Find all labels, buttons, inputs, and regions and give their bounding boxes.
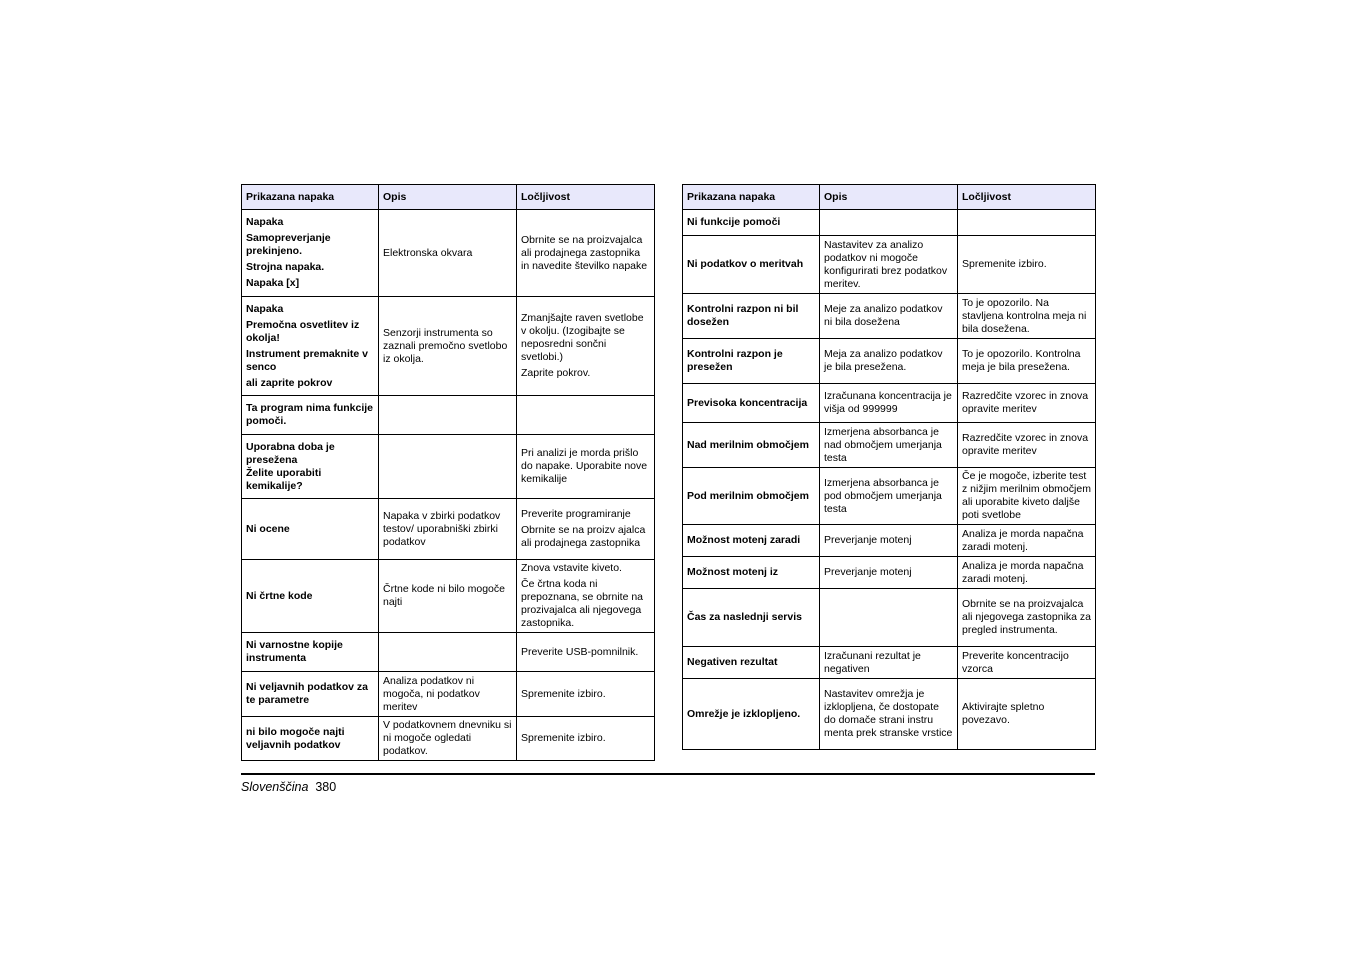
cell-description xyxy=(820,525,958,557)
cell-paragraph: Možnost motenj iz xyxy=(687,566,778,578)
cell-paragraph: Razredčite vzorec in znova opravite meritev xyxy=(962,390,1089,415)
cell-description xyxy=(820,339,958,384)
cell-resolution xyxy=(517,672,655,717)
cell-paragraph: Črtne kode ni bilo mogoče najti xyxy=(383,583,505,608)
cell-resolution xyxy=(958,384,1096,423)
table-row xyxy=(683,468,1096,525)
cell-description xyxy=(820,647,958,679)
cell-displayed-error xyxy=(242,210,379,297)
cell-resolution xyxy=(517,396,655,435)
cell-displayed-error xyxy=(683,679,820,750)
cell-paragraph: Ni varnostne kopije instrumenta xyxy=(246,639,343,664)
table-row xyxy=(683,679,1096,750)
cell-displayed-error xyxy=(242,672,379,717)
error-table-left xyxy=(241,184,655,761)
cell-paragraph: Meje za analizo podatkov ni bila dosežena xyxy=(824,303,943,328)
cell-resolution xyxy=(958,647,1096,679)
cell-description xyxy=(379,435,517,499)
table-row xyxy=(242,435,655,499)
cell-displayed-error xyxy=(242,396,379,435)
cell-displayed-error xyxy=(683,423,820,468)
cell-paragraph: Preverite programiranje xyxy=(521,508,631,520)
cell-displayed-error xyxy=(683,294,820,339)
cell-resolution xyxy=(517,435,655,499)
cell-paragraph: Preverjanje motenj xyxy=(824,534,912,546)
table-row xyxy=(683,525,1096,557)
cell-description xyxy=(820,679,958,750)
cell-displayed-error xyxy=(242,717,379,761)
cell-paragraph: ali zaprite pokrov xyxy=(246,376,333,389)
header-resolution: Ločljivost xyxy=(958,185,1096,210)
footer-divider xyxy=(241,773,1095,775)
cell-paragraph: Čas za naslednji servis xyxy=(687,611,802,623)
cell-description xyxy=(820,294,958,339)
cell-displayed-error xyxy=(683,589,820,647)
table-header-row xyxy=(242,185,655,210)
cell-displayed-error xyxy=(683,384,820,423)
cell-resolution xyxy=(958,468,1096,525)
cell-description xyxy=(820,423,958,468)
cell-paragraph: Spremenite izbiro. xyxy=(962,258,1047,270)
cell-paragraph: Napaka xyxy=(246,216,284,228)
cell-resolution xyxy=(517,499,655,560)
cell-paragraph: Izmerjena absorbanca je nad območjem umerjanja testa xyxy=(824,425,942,464)
cell-displayed-error xyxy=(242,633,379,672)
table-row xyxy=(242,499,655,560)
cell-paragraph: Previsoka koncentracija xyxy=(687,396,808,409)
cell-paragraph: Izračunana koncentracija je višja od 999999 xyxy=(824,390,952,415)
cell-description xyxy=(820,210,958,236)
cell-paragraph: Ni črtne kode xyxy=(246,589,313,602)
table-row xyxy=(242,396,655,435)
cell-resolution xyxy=(958,339,1096,384)
cell-paragraph: Nastavitev omrežja je izklopljena, če dostopate do domače strani instru menta prek stranske vrstice xyxy=(824,688,953,739)
cell-displayed-error xyxy=(683,468,820,525)
cell-paragraph: Če je mogoče, izberite test z nižjim merilnim območjem ali uporabite kiveto daljše poti svetlobe xyxy=(962,470,1091,521)
cell-description xyxy=(820,468,958,525)
cell-resolution xyxy=(958,557,1096,589)
cell-resolution xyxy=(958,423,1096,468)
cell-description xyxy=(820,557,958,589)
header-description: Opis xyxy=(379,185,517,210)
cell-paragraph: To je opozorilo. Kontrolna meja je bila presežena. xyxy=(962,348,1081,373)
table-row xyxy=(683,589,1096,647)
cell-paragraph: Obrnite se na proizvajalca ali njegovega zastopnika za pregled instrumenta. xyxy=(962,598,1092,636)
header-displayed-error: Prikazana napaka xyxy=(683,185,820,210)
cell-displayed-error xyxy=(683,236,820,294)
header-displayed-error: Prikazana napaka xyxy=(242,185,379,210)
cell-paragraph: Samopreverjanje prekinjeno. xyxy=(246,232,331,257)
cell-paragraph: Napaka [x] xyxy=(246,277,300,289)
cell-description xyxy=(379,560,517,633)
table-row xyxy=(683,647,1096,679)
cell-description xyxy=(379,672,517,717)
cell-paragraph: Ni veljavnih podatkov za te parametre xyxy=(246,681,368,706)
cell-paragraph: Napaka xyxy=(246,302,284,315)
cell-resolution xyxy=(517,633,655,672)
cell-paragraph: Kontrolni razpon ni bil dosežen xyxy=(687,303,799,328)
cell-resolution xyxy=(958,589,1096,647)
cell-paragraph: Analiza je morda napačna zaradi motenj. xyxy=(962,559,1084,585)
cell-paragraph: Instrument premaknite v senco xyxy=(246,347,368,373)
table-row xyxy=(683,339,1096,384)
table-row xyxy=(242,210,655,297)
table-row xyxy=(242,633,655,672)
table-row xyxy=(242,560,655,633)
cell-displayed-error xyxy=(683,210,820,236)
cell-paragraph: Pod merilnim območjem xyxy=(687,489,809,502)
cell-description xyxy=(379,297,517,396)
cell-displayed-error xyxy=(683,339,820,384)
cell-paragraph: Preverite USB-pomnilnik. xyxy=(521,645,639,658)
cell-resolution xyxy=(958,525,1096,557)
cell-resolution xyxy=(958,210,1096,236)
cell-paragraph: Možnost motenj zaradi xyxy=(687,534,801,546)
cell-displayed-error xyxy=(683,525,820,557)
table-row xyxy=(683,557,1096,589)
cell-paragraph: Izračunani rezultat je negativen xyxy=(824,649,921,675)
cell-paragraph: Napaka v zbirki podatkov testov/ uporabniški zbirki podatkov xyxy=(383,509,501,548)
table-header-row xyxy=(683,185,1096,210)
cell-paragraph: Ni podatkov o meritvah xyxy=(687,258,804,270)
cell-paragraph: Razredčite vzorec in znova opravite meritev xyxy=(962,432,1089,457)
cell-paragraph: Aktivirajte spletno povezavo. xyxy=(962,701,1045,726)
cell-paragraph: Obrnite se na proizvajalca ali prodajnega zastopnika in navedite številko napake xyxy=(521,233,648,272)
cell-displayed-error xyxy=(683,647,820,679)
cell-paragraph: Zmanjšajte raven svetlobe v okolju. (Izogibajte se neposredni sončni svetlobi.) xyxy=(521,312,644,363)
cell-paragraph: Nad merilnim območjem xyxy=(687,438,809,451)
cell-paragraph: Pri analizi je morda prišlo do napake. Uporabite nove kemikalije xyxy=(521,447,648,485)
cell-paragraph: Spremenite izbiro. xyxy=(521,687,606,700)
cell-paragraph: Meja za analizo podatkov je bila presežena. xyxy=(824,348,943,373)
cell-paragraph: Če črtna koda ni prepoznana, se obrnite na prozivajalca ali njegovega zastopnika. xyxy=(521,578,644,629)
cell-resolution xyxy=(958,236,1096,294)
table-row xyxy=(683,294,1096,339)
cell-paragraph: Spremenite izbiro. xyxy=(521,732,606,744)
page-footer xyxy=(241,780,336,795)
footer-language: Slovenščina xyxy=(241,780,309,794)
cell-resolution xyxy=(517,297,655,396)
cell-description xyxy=(820,589,958,647)
cell-paragraph: Uporabna doba je presežena Želite uporabiti kemikalije? xyxy=(246,440,335,492)
table-row xyxy=(242,717,655,761)
cell-resolution xyxy=(517,210,655,297)
cell-displayed-error xyxy=(683,557,820,589)
cell-paragraph: To je opozorilo. Na stavljena kontrolna meja ni bila dosežena. xyxy=(962,296,1087,335)
cell-resolution xyxy=(517,560,655,633)
cell-paragraph: Ni ocene xyxy=(246,522,290,535)
cell-resolution xyxy=(958,294,1096,339)
cell-displayed-error xyxy=(242,499,379,560)
table-row xyxy=(683,236,1096,294)
cell-paragraph: Preverjanje motenj xyxy=(824,566,912,578)
cell-paragraph: Preverite koncentracijo vzorca xyxy=(962,649,1069,675)
header-description: Opis xyxy=(820,185,958,210)
cell-paragraph: Strojna napaka. xyxy=(246,261,325,273)
cell-paragraph: Omrežje je izklopljeno. xyxy=(687,707,801,720)
cell-description xyxy=(379,499,517,560)
cell-description xyxy=(379,396,517,435)
cell-description xyxy=(379,717,517,761)
cell-paragraph: Ta program nima funkcije pomoči. xyxy=(246,402,373,427)
cell-description xyxy=(820,384,958,423)
error-table-right xyxy=(682,184,1096,750)
cell-description xyxy=(379,210,517,297)
table-row xyxy=(242,672,655,717)
table-row xyxy=(242,297,655,396)
cell-paragraph: Analiza je morda napačna zaradi motenj. xyxy=(962,527,1084,553)
cell-paragraph: Znova vstavite kiveto. xyxy=(521,562,622,574)
footer-page-number: 380 xyxy=(315,780,337,794)
table-row xyxy=(683,384,1096,423)
cell-paragraph: Zaprite pokrov. xyxy=(521,367,591,379)
cell-resolution xyxy=(958,679,1096,750)
table-row xyxy=(683,423,1096,468)
cell-description xyxy=(379,633,517,672)
cell-paragraph: Senzorji instrumenta so zaznali premočno svetlobo iz okolja. xyxy=(383,326,508,365)
cell-paragraph: ni bilo mogoče najti veljavnih podatkov xyxy=(246,725,345,751)
cell-paragraph: V podatkovnem dnevniku si ni mogoče ogledati podatkov. xyxy=(383,719,512,757)
cell-paragraph: Izmerjena absorbanca je pod območjem umerjanja testa xyxy=(824,476,942,515)
cell-paragraph: Kontrolni razpon je presežen xyxy=(687,348,783,373)
cell-paragraph: Elektronska okvara xyxy=(383,246,473,259)
cell-paragraph: Premočna osvetlitev iz okolja! xyxy=(246,318,360,344)
cell-displayed-error xyxy=(242,560,379,633)
cell-paragraph: Negativen rezultat xyxy=(687,656,778,668)
cell-displayed-error xyxy=(242,435,379,499)
table-row xyxy=(683,210,1096,236)
header-resolution: Ločljivost xyxy=(517,185,655,210)
cell-paragraph: Ni funkcije pomoči xyxy=(687,216,781,228)
cell-description xyxy=(820,236,958,294)
cell-paragraph: Nastavitev za analizo podatkov ni mogoče konfigurirati brez podatkov meritev. xyxy=(824,238,948,290)
cell-paragraph: Obrnite se na proizv ajalca ali prodajnega zastopnika xyxy=(521,524,646,549)
cell-displayed-error xyxy=(242,297,379,396)
cell-paragraph: Analiza podatkov ni mogoča, ni podatkov meritev xyxy=(383,674,480,713)
cell-resolution xyxy=(517,717,655,761)
